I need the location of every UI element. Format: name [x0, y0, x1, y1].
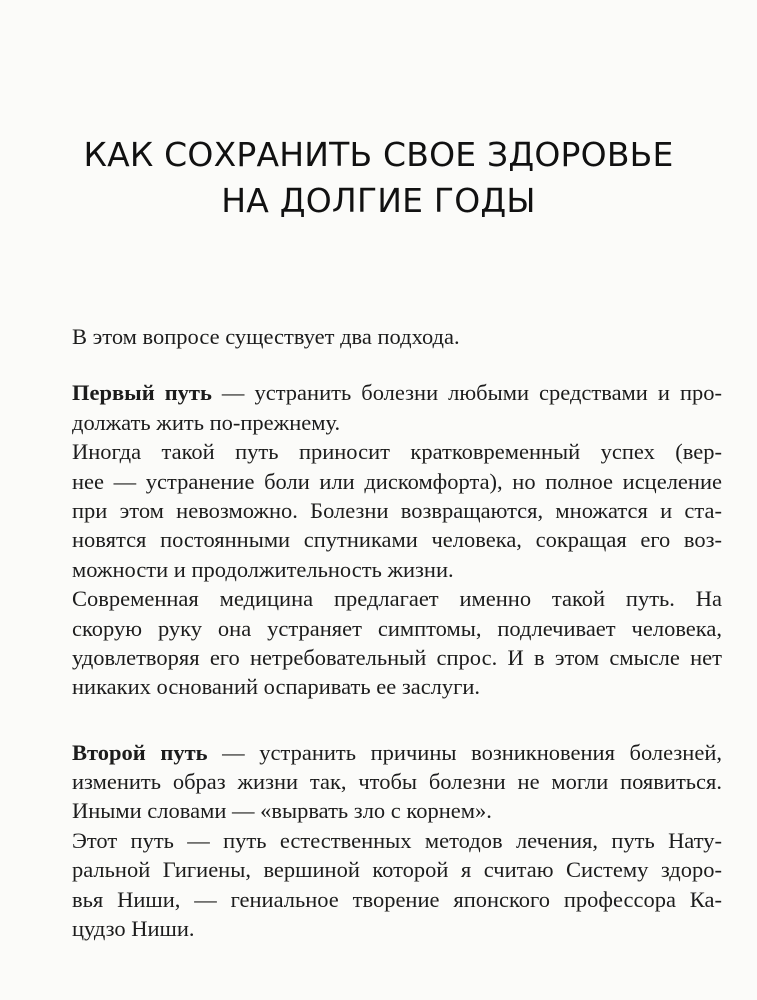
text-line: никаких оснований оспаривать ее заслуги.: [72, 674, 481, 700]
second-path-label: Второй путь: [72, 739, 208, 765]
text-line: Этот путь — путь естественных методов лечения, путь Нату-: [72, 827, 722, 853]
page-title: [0, 132, 757, 224]
second-path-paragraph: [72, 738, 722, 826]
text-line: скорую руку она устраняет симптомы, подлечивает человека,: [72, 615, 722, 641]
text-line: ральной Гигиены, вершиной которой я считаю Систему здоро-: [72, 857, 722, 883]
text-line: можности и продолжительность жизни.: [72, 556, 454, 582]
text-line: Современная медицина предлагает именно такой путь. На: [72, 586, 722, 612]
title-line-2: НА ДОЛГИЕ ГОДЫ: [221, 181, 536, 220]
paragraph-3: [72, 584, 722, 702]
first-path-paragraph: [72, 378, 722, 437]
text-line: при этом невозможно. Болезни возвращаются, множатся и ста-: [72, 497, 722, 523]
text-span: — устранить причины возникновения болезней,: [207, 739, 723, 765]
text-line: изменить образ жизни так, чтобы болезни не могли появиться.: [72, 769, 722, 795]
text-span: — устранить болезни любыми средствами и про-: [211, 380, 722, 406]
text-line: цудзо Ниши.: [72, 916, 195, 942]
text-line: Иногда такой путь приносит кратковременный успех (вер-: [72, 439, 722, 465]
paragraph-5: [72, 826, 722, 944]
intro-paragraph: В этом вопросе существует два подхода.: [72, 324, 460, 349]
text-line: новятся постоянными спутниками человека, сокращая его воз-: [72, 527, 722, 553]
paragraph-2: [72, 437, 722, 584]
text-line: должать жить по-прежнему.: [72, 409, 341, 435]
body-text: [72, 322, 722, 943]
title-line-1: КАК СОХРАНИТЬ СВОЕ ЗДОРОВЬЕ: [83, 135, 674, 174]
text-line: удовлетворяя его нетребовательный спрос. И в этом смысле нет: [72, 644, 722, 670]
text-line: [72, 738, 722, 767]
text-line: вья Ниши, — гениальное творение японского профессора Ка-: [72, 886, 722, 912]
first-path-label: Первый путь: [72, 380, 212, 406]
text-line: [72, 378, 722, 407]
text-line: Иными словами — «вырвать зло с корнем».: [72, 798, 492, 824]
text-line: нее — устранение боли или дискомфорта), но полное исцеление: [72, 468, 722, 494]
